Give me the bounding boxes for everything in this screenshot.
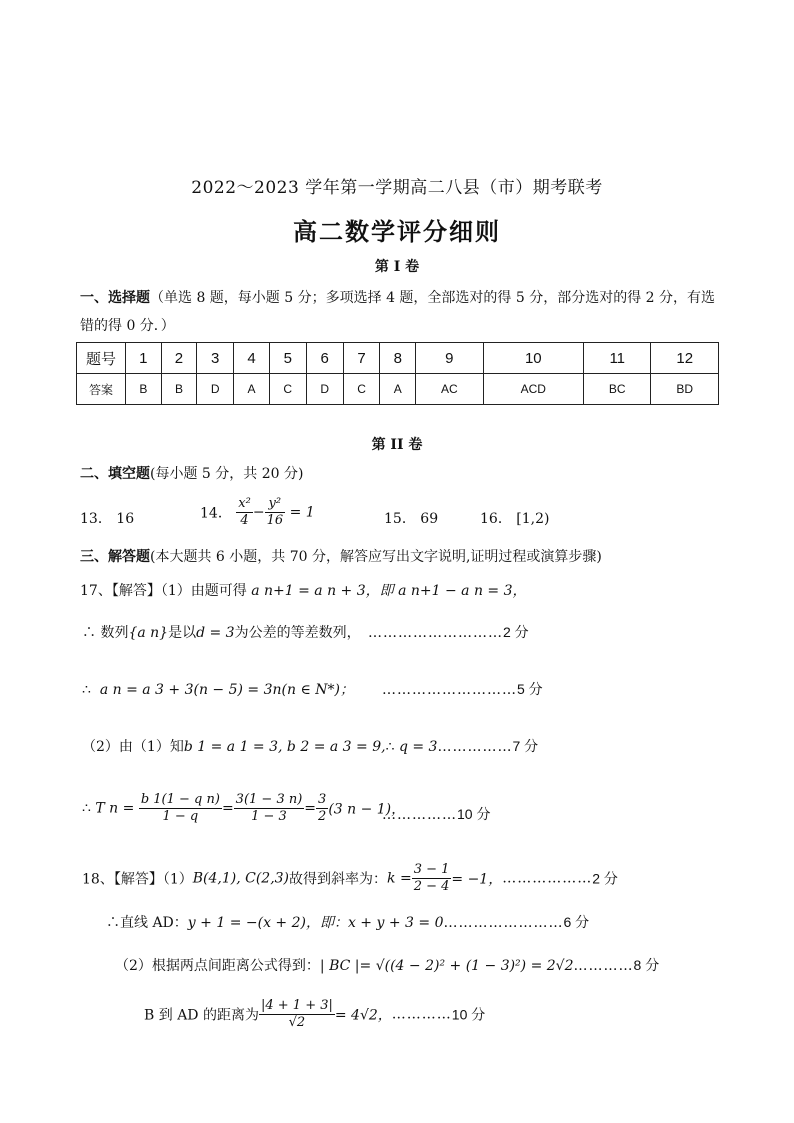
q17-sum-label: T n = — [95, 800, 135, 817]
solve-section-heading — [80, 543, 602, 571]
q13-label: 13． — [80, 511, 112, 527]
answer-cell: BD — [651, 374, 719, 405]
q14-denominator-1: 4 — [240, 513, 249, 528]
q18-line-ad-label: ∴直线 AD： — [106, 915, 188, 931]
q18-k: k = — [387, 870, 412, 887]
answer-cell: AC — [416, 374, 483, 405]
volume-2-heading: 第 II 卷 — [371, 437, 423, 453]
q18-slope-text: 故得到斜率为： — [289, 871, 388, 888]
q15-label: 15． — [384, 511, 416, 527]
answer-14 — [200, 496, 315, 529]
answer-cell: A — [234, 374, 270, 405]
q17-fraction-2 — [234, 792, 305, 825]
answer-cell: B — [161, 374, 197, 405]
q18-distance-text: （2）根据两点间距离公式得到： — [115, 958, 320, 974]
question-number-row — [77, 343, 719, 374]
therefore-icon: ∴ — [385, 739, 399, 755]
leader-dots: ………… — [391, 1006, 452, 1023]
leader-dots: ………… — [573, 958, 634, 974]
fraction-denominator: 2 − 4 — [413, 879, 450, 894]
document-title: 高二数学评分细则 — [293, 217, 501, 246]
leader-dots: ……………………… — [368, 625, 503, 641]
therefore-icon: ∴ — [82, 682, 100, 698]
fill-section-heading — [80, 460, 303, 488]
q13-answer: 16 — [116, 511, 135, 527]
q17-prefix: 17、【解答】（1）由题可得 — [80, 583, 247, 599]
q17-line-5 — [82, 792, 405, 825]
leader-dots: ……………………… — [382, 682, 517, 698]
answer-cell: C — [343, 374, 380, 405]
question-number: 9 — [416, 343, 483, 374]
answer-cell: B — [126, 374, 162, 405]
q14-label: 14． — [200, 505, 232, 522]
q17-text: 是以 — [168, 625, 197, 641]
q17-b-terms: b 1 = a 1 = 3, b 2 = a 3 = 9, — [183, 739, 386, 755]
q17-ratio: q = 3 — [398, 739, 438, 755]
q17-fraction-1 — [139, 792, 222, 825]
q17-part2-prefix: （2）由（1）知 — [82, 739, 184, 755]
question-number: 1 — [126, 343, 162, 374]
fraction-numerator: 3 − 1 — [413, 862, 450, 877]
q17-score-2 — [368, 622, 529, 642]
answer-cell: D — [197, 374, 234, 405]
q17-sequence: {a n} — [128, 625, 169, 641]
answer-cell: BC — [584, 374, 651, 405]
question-number: 6 — [306, 343, 343, 374]
q17-line-2 — [82, 622, 361, 642]
therefore-icon: ∴ 数列 — [82, 625, 129, 641]
question-number: 10 — [483, 343, 584, 374]
q18-distance-value: = 4√2， — [334, 1007, 392, 1024]
answer-16 — [480, 508, 549, 528]
q17-line-4 — [82, 736, 538, 756]
equals: = — [221, 800, 234, 817]
fraction-denominator: 1 − q — [162, 809, 199, 824]
leader-dots: ……………… — [502, 870, 593, 887]
q14-denominator-2: 16 — [266, 513, 284, 528]
q18-slope-value: = −1， — [451, 871, 503, 888]
q16-answer: [1,2) — [516, 511, 550, 527]
mc-section — [80, 284, 720, 340]
question-number: 7 — [343, 343, 380, 374]
question-number: 4 — [234, 343, 270, 374]
q18-slope-fraction — [412, 862, 452, 895]
question-number: 3 — [197, 343, 234, 374]
question-number: 11 — [584, 343, 651, 374]
fraction-denominator: 2 — [318, 809, 327, 824]
q18-line-3 — [115, 955, 659, 975]
score-label: 8 分 — [633, 957, 660, 973]
q17-score-5 — [382, 679, 543, 699]
leader-dots: …………… — [437, 739, 513, 755]
answer-cell: ACD — [483, 374, 584, 405]
question-number: 5 — [269, 343, 306, 374]
leader-dots: …………… — [382, 807, 457, 823]
exam-title: 2022～2023 学年第一学期高二八县（市）期考联考 — [191, 178, 603, 198]
fraction-numerator: |4 + 1 + 3| — [260, 998, 333, 1013]
q17-sum-tail: (3 n − 1)， — [328, 801, 406, 818]
q18-line-1 — [82, 862, 618, 895]
q17-general-term: a n = a 3 + 3(n − 5) = 3n(n ∈ N*)； — [99, 682, 354, 698]
q18-line-ad-equation: y + 1 = −(x + 2)，即：x + y + 3 = 0 — [187, 915, 444, 931]
fraction-numerator: b 1(1 − q n) — [140, 792, 220, 807]
fill-heading: 二、填空题 — [80, 466, 150, 482]
question-number: 8 — [380, 343, 416, 374]
answer-row — [77, 374, 719, 405]
volume-1-heading: 第 I 卷 — [374, 259, 420, 275]
q17-common-difference: d = 3 — [196, 625, 235, 641]
row-label-answer: 答案 — [77, 374, 126, 405]
answer-cell: C — [269, 374, 306, 405]
question-number: 2 — [161, 343, 197, 374]
q14-numerator-2: y² — [265, 496, 286, 513]
therefore-icon: ∴ — [82, 800, 96, 817]
q14-minus: − — [252, 504, 265, 521]
score-label: 6 分 — [563, 914, 590, 930]
score-label: 2 分 — [503, 624, 529, 640]
q17-score-10 — [382, 804, 490, 824]
score-label: 10 分 — [457, 806, 491, 822]
q15-answer: 69 — [420, 511, 439, 527]
answer-13 — [80, 508, 134, 528]
mc-description: （单选 8 题，每小题 5 分；多项选择 4 题，全部选对的得 5 分，部分选对的得 2 分，有选错的得 0 分．） — [80, 290, 716, 334]
fraction-x2-over-4 — [236, 496, 253, 529]
fraction-numerator: 3 — [318, 792, 327, 807]
q18-points: B(4,1), C(2,3) — [192, 870, 290, 887]
q14-numerator-1: x² — [238, 496, 251, 511]
equals: = — [304, 800, 317, 817]
fill-description: (每小题 5 分，共 20 分) — [150, 466, 304, 482]
score-label: 10 分 — [451, 1006, 486, 1023]
answer-table — [76, 342, 719, 405]
q17-text-2: 为公差的等差数列， — [234, 625, 361, 641]
fraction-denominator: 1 − 3 — [251, 809, 287, 824]
leader-dots: …………………… — [443, 915, 564, 931]
q16-label: 16． — [480, 511, 512, 527]
q18-line-2 — [106, 912, 589, 932]
q17-recurrence: a n+1 = a n + 3，即 a n+1 − a n = 3， — [251, 583, 527, 599]
q14-equals: = 1 — [289, 504, 315, 521]
q17-line-1 — [80, 580, 527, 600]
question-number: 12 — [651, 343, 719, 374]
answer-cell: D — [306, 374, 343, 405]
fraction-y2-over-16 — [265, 496, 286, 529]
q17-fraction-3 — [316, 792, 328, 825]
fraction-denominator: √2 — [288, 1015, 306, 1030]
score-label: 5 分 — [517, 681, 543, 697]
q18-distance-label: B 到 AD 的距离为 — [144, 1007, 259, 1024]
solve-heading: 三、解答题 — [80, 549, 150, 565]
answer-cell: A — [380, 374, 416, 405]
q17-line-3 — [82, 679, 354, 699]
score-label: 7 分 — [512, 738, 539, 754]
solve-description: (本大题共 6 小题，共 70 分，解答应写出文字说明,证明过程或演算步骤) — [150, 549, 602, 565]
score-label: 2 分 — [592, 870, 618, 887]
fraction-numerator: 3(1 − 3 n) — [235, 792, 303, 807]
q18-bc-length: | BC |= √((4 − 2)² + (1 − 3)²) = 2√2 — [319, 958, 574, 974]
q18-prefix: 18、【解答】（1） — [82, 871, 193, 888]
q18-line-4 — [144, 998, 485, 1031]
mc-heading: 一、选择题 — [80, 290, 150, 306]
q18-distance-fraction — [259, 998, 335, 1031]
answer-15 — [384, 508, 438, 528]
row-label-question: 题号 — [77, 343, 126, 374]
